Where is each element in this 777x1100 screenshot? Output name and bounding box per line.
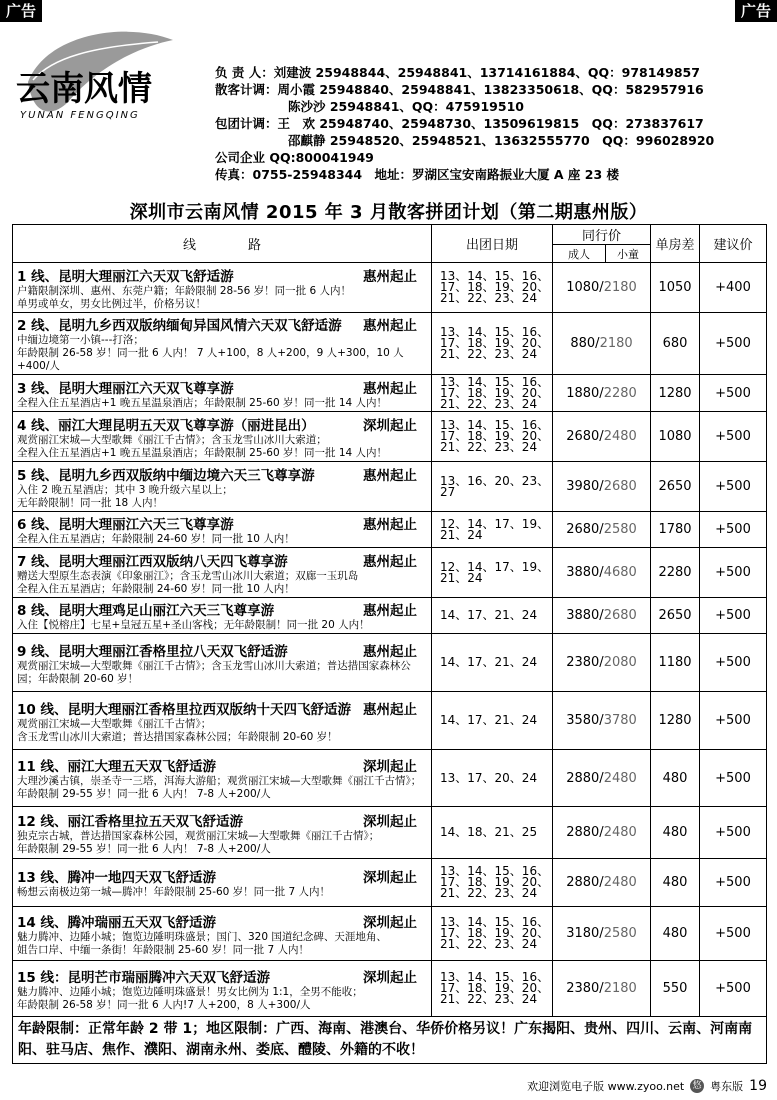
route-start-city: 惠州起止: [363, 318, 417, 334]
adult-price: 3980: [566, 479, 600, 494]
table-row: [13, 750, 767, 807]
route-cell: [13, 313, 432, 375]
route-start-city: 惠州起止: [363, 467, 417, 484]
svg-text:YUNAN FENGQING: YUNAN FENGQING: [20, 110, 140, 121]
single-room-diff: 1280: [651, 692, 700, 750]
route-description: 畅想云南极边第一城—腾冲！年龄限制 25-60 岁！同一批 7 人内！: [17, 886, 331, 898]
route-cell: [13, 750, 432, 807]
child-price: 2680: [603, 608, 637, 623]
header-date: 出团日期: [432, 225, 553, 263]
route-title: 9 线、昆明大理丽江香格里拉八天双飞舒适游: [17, 643, 288, 660]
suggested-price: +500: [700, 692, 767, 750]
peer-price: 3880/2680: [553, 598, 651, 634]
single-room-diff: 480: [651, 859, 700, 907]
departure-dates: 12、14、17、19、21、24: [432, 548, 553, 598]
peer-price: 2380/2180: [553, 961, 651, 1017]
single-room-diff: 2650: [651, 462, 700, 512]
child-price: 2480: [603, 825, 637, 840]
single-room-diff: 480: [651, 807, 700, 859]
single-room-diff: 1080: [651, 412, 700, 462]
sanke-line-1: 散客计调：周小霞 25948840、25948841、13823350618、QQ：582957916: [215, 82, 704, 97]
child-price: 2480: [603, 875, 637, 890]
route-title: 7 线、昆明大理丽江西双版纳八天四飞尊享游: [17, 553, 288, 570]
route-description: 观赏丽江宋城—大型歌舞《丽江千古情》；含玉龙雪山冰川大索道；普达措国家森林公园；年龄限制 20-60 岁！: [17, 659, 411, 685]
single-room-diff: 480: [651, 907, 700, 961]
header-single: 单房差: [651, 225, 700, 263]
route-title: 8 线、昆明大理鸡足山丽江六天三飞尊享游: [17, 603, 275, 619]
single-room-diff: 2280: [651, 548, 700, 598]
table-body: [13, 263, 767, 1017]
tuan-line-1: 包团计调：王 欢 25948740、25948730、13509619815 QQ：273837617: [215, 116, 704, 131]
manager-line: 负 责 人：刘建波 25948844、25948841、13714161884、QQ：978149857: [215, 65, 700, 80]
suggested-price: +500: [700, 807, 767, 859]
table-row: [13, 313, 767, 375]
company-qq: 公司企业 QQ:800041949: [215, 150, 374, 165]
suggested-price: +500: [700, 462, 767, 512]
single-room-diff: 1280: [651, 375, 700, 412]
route-description: 全程入住五星酒店；年龄限制 24-60 岁！同一批 10 人内！: [17, 533, 295, 545]
route-title: 14 线、腾冲瑞丽五天双飞舒适游: [17, 914, 216, 931]
route-cell: [13, 961, 432, 1017]
adult-price: 2380: [566, 655, 600, 670]
single-room-diff: 550: [651, 961, 700, 1017]
departure-dates: 14、17、21、24: [432, 692, 553, 750]
child-price: 2680: [603, 479, 637, 494]
fax-address: 传真：0755-25948344 地址：罗湖区宝安南路振业大厦 A 座 23 楼: [215, 167, 620, 182]
table-row: [13, 634, 767, 692]
route-start-city: 惠州起止: [363, 553, 417, 570]
route-cell: [13, 807, 432, 859]
route-title: 10 线、昆明大理丽江香格里拉西双版纳十天四飞舒适游: [17, 701, 351, 718]
adult-price: 2380: [566, 981, 600, 996]
departure-dates: 13、16、20、23、27: [432, 462, 553, 512]
ad-label-left: 广告: [0, 0, 42, 22]
suggested-price: +500: [700, 412, 767, 462]
contact-info: [215, 64, 714, 183]
route-description: 独克宗古城，普达措国家森林公园，观赏丽江宋城—大型歌舞《丽江千古情》； 年龄限制 29-55 岁！同一批 6 人内！ 7-8 人+200/人: [17, 829, 380, 855]
route-title: 4 线、丽江大理昆明五天双飞尊享游（丽进昆出）: [17, 417, 315, 434]
route-cell: [13, 375, 432, 412]
header-peer-price: 同行价: [553, 225, 651, 245]
suggested-price: +500: [700, 512, 767, 548]
tour-plan-table: [12, 224, 767, 1064]
sanke-line-2: 陈沙沙 25948841、QQ：475919510: [288, 99, 524, 114]
departure-dates: 13、14、15、16、17、18、19、20、21、22、23、24: [432, 412, 553, 462]
peer-price: 2680/2580: [553, 512, 651, 548]
site-link: 欢迎浏览电子版 www.zyoo.net: [527, 1080, 685, 1093]
page-number: 19: [749, 1078, 767, 1094]
table-row: [13, 692, 767, 750]
table-row: [13, 907, 767, 961]
child-price: 4680: [603, 565, 637, 580]
table-row: [13, 548, 767, 598]
peer-price: 2880/2480: [553, 807, 651, 859]
table-row: [13, 462, 767, 512]
suggested-price: +500: [700, 313, 767, 375]
adult-price: 2880: [566, 825, 600, 840]
child-price: 2580: [603, 522, 637, 537]
suggested-price: +400: [700, 263, 767, 313]
departure-dates: 13、14、15、16、17、18、19、20、21、22、23、24: [432, 375, 553, 412]
child-price: 2180: [603, 280, 637, 295]
route-start-city: 惠州起止: [363, 380, 417, 397]
adult-price: 2880: [566, 770, 600, 786]
route-description: 户籍限制深圳、惠州、东莞户籍；年龄限制 28-56 岁！同一批 6 人内！ 单男或单女，男女比例过半，价格另议！: [17, 284, 352, 310]
single-room-diff: 1180: [651, 634, 700, 692]
peer-price: 2880/2480: [553, 750, 651, 807]
adult-price: 1880: [566, 385, 600, 401]
route-description: 赠送大型原生态表演《印象丽江》；含玉龙雪山冰川大索道；双廊一玉玑岛 全程入住五星酒店；年龄限制 24-60 岁！同一批 10 人内！: [17, 569, 359, 595]
route-start-city: 深圳起止: [363, 870, 417, 886]
single-room-diff: 680: [651, 313, 700, 375]
table-row: [13, 961, 767, 1017]
route-title: 13 线、腾冲一地四天双飞舒适游: [17, 870, 216, 886]
peer-price: 2880/2480: [553, 859, 651, 907]
route-description: 全程入住五星酒店+1 晚五星温泉酒店；年龄限制 25-60 岁！同一批 14 人内！: [17, 396, 388, 409]
route-title: 11 线、丽江大理五天双飞舒适游: [17, 759, 216, 775]
header-adult: 成人: [553, 245, 606, 263]
route-cell: [13, 462, 432, 512]
brand-badge-icon: 悠: [690, 1079, 704, 1093]
single-room-diff: 2650: [651, 598, 700, 634]
route-start-city: 深圳起止: [363, 969, 417, 986]
route-description: 中缅边境第一小镇---打洛； 年龄限制 26-58 岁！同一批 6 人内！ 7 人+100，8 人+200，9 人+300，10 人+400/人: [17, 334, 404, 372]
route-description: 大理沙溪古镇，崇圣寺一三塔，洱海大游船；观赏丽江宋城—大型歌舞《丽江千古情》；年龄限制 29-55 岁！同一批 6 人内！ 7-8 人+200/人: [17, 775, 422, 800]
child-price: 2480: [603, 429, 637, 444]
route-start-city: 深圳起止: [363, 417, 417, 434]
svg-text:云南风情: 云南风情: [16, 69, 152, 109]
departure-dates: 13、14、15、16、17、18、19、20、21、22、23、24: [432, 961, 553, 1017]
route-cell: [13, 907, 432, 961]
route-title: 2 线、昆明九乡西双版纳缅甸异国风情六天双飞舒适游: [17, 318, 342, 334]
departure-dates: 13、17、20、24: [432, 750, 553, 807]
suggested-price: +500: [700, 750, 767, 807]
child-price: 3780: [603, 713, 637, 728]
route-description: 入住【悦榕庄】七星+皇冠五星+圣山客栈；无年龄限制！同一批 20 人内！: [17, 619, 370, 631]
route-cell: [13, 512, 432, 548]
child-price: 2180: [599, 336, 633, 351]
child-price: 2080: [603, 655, 637, 670]
route-start-city: 惠州起止: [363, 701, 417, 718]
route-cell: [13, 859, 432, 907]
adult-price: 2680: [566, 522, 600, 537]
adult-price: 2880: [566, 875, 600, 890]
page-title: 深圳市云南风情 2015 年 3 月散客拼团计划（第二期惠州版）: [129, 202, 648, 223]
suggested-price: +500: [700, 961, 767, 1017]
suggested-price: +500: [700, 598, 767, 634]
route-cell: [13, 634, 432, 692]
departure-dates: 13、14、15、16、17、18、19、20、21、22、23、24: [432, 313, 553, 375]
suggested-price: +500: [700, 907, 767, 961]
route-cell: [13, 548, 432, 598]
route-start-city: 惠州起止: [363, 268, 417, 285]
edition-label: 粤东版: [710, 1080, 744, 1093]
route-cell: [13, 598, 432, 634]
route-description: 观赏丽江宋城—大型歌舞《丽江千古情》；含玉龙雪山冰川大索道； 全程入住五星酒店+1 晚五星温泉酒店；年龄限制 25-60 岁！同一批 14 人内！: [17, 433, 388, 459]
route-description: 魅力腾冲、边陲小城；饱览边陲明珠盛景！男女比例为 1:1，全男不能收； 年龄限制 26-58 岁！同一批 6 人内!7 人+200，8 人+300/人: [17, 985, 363, 1011]
company-logo: [8, 22, 203, 132]
route-title: 5 线、昆明九乡西双版纳中缅边境六天三飞尊享游: [17, 467, 315, 484]
peer-price: 2680/2480: [553, 412, 651, 462]
child-price: 2180: [603, 981, 637, 996]
peer-price: 1080/2180: [553, 263, 651, 313]
route-cell: [13, 692, 432, 750]
child-price: 2480: [603, 770, 637, 786]
table-row: [13, 412, 767, 462]
restriction-note: 年龄限制：正常年龄 2 带 1；地区限制：广西、海南、港澳台、华侨价格另议！广东揭阳、贵州、四川、云南、河南南阳、驻马店、焦作、濮阳、湖南永州、娄底、醴陵、外籍的不收！: [13, 1017, 767, 1064]
child-price: 2580: [603, 926, 637, 941]
departure-dates: 13、14、15、16、17、18、19、20、21、22、23、24: [432, 859, 553, 907]
route-start-city: 惠州起止: [363, 643, 417, 660]
departure-dates: 14、18、21、25: [432, 807, 553, 859]
departure-dates: 14、17、21、24: [432, 634, 553, 692]
table-row: [13, 859, 767, 907]
suggested-price: +500: [700, 859, 767, 907]
single-room-diff: 1050: [651, 263, 700, 313]
suggested-price: +500: [700, 548, 767, 598]
route-description: 入住 2 晚五星酒店；其中 3 晚升级六星以上； 无年龄限制！同一批 18 人内！: [17, 483, 233, 509]
table-row: [13, 512, 767, 548]
route-cell: [13, 412, 432, 462]
peer-price: 2380/2080: [553, 634, 651, 692]
route-cell: [13, 263, 432, 313]
route-start-city: 惠州起止: [363, 517, 417, 533]
suggested-price: +500: [700, 375, 767, 412]
departure-dates: 13、14、15、16、17、18、19、20、21、22、23、24: [432, 907, 553, 961]
route-start-city: 深圳起止: [363, 759, 417, 775]
ad-label-right: 广告: [735, 0, 777, 22]
adult-price: 880: [570, 336, 596, 351]
departure-dates: 13、14、15、16、17、18、19、20、21、22、23、24: [432, 263, 553, 313]
route-title: 1 线、昆明大理丽江六天双飞舒适游: [17, 268, 234, 285]
table-row: [13, 263, 767, 313]
adult-price: 3880: [566, 565, 600, 580]
table-row: [13, 807, 767, 859]
child-price: 2280: [603, 385, 637, 401]
tuan-line-2: 邵麒静 25948520、25948521、13632555770 QQ：996028920: [288, 133, 715, 148]
adult-price: 3580: [566, 713, 600, 728]
route-title: 15 线：昆明芒市瑞丽腾冲六天双飞舒适游: [17, 969, 270, 986]
header-suggest: 建议价: [700, 225, 767, 263]
logo-leaf-icon: [8, 22, 203, 132]
route-start-city: 深圳起止: [363, 813, 417, 830]
page-footer: [527, 1078, 767, 1094]
adult-price: 1080: [566, 280, 600, 295]
header-child: 小童: [606, 245, 651, 263]
adult-price: 2680: [566, 429, 600, 444]
adult-price: 3880: [566, 608, 600, 623]
table-row: [13, 375, 767, 412]
peer-price: 3880/4680: [553, 548, 651, 598]
single-room-diff: 480: [651, 750, 700, 807]
single-room-diff: 1780: [651, 512, 700, 548]
route-title: 6 线、昆明大理丽江六天三飞尊享游: [17, 517, 234, 533]
suggested-price: +500: [700, 634, 767, 692]
peer-price: 3980/2680: [553, 462, 651, 512]
departure-dates: 14、17、21、24: [432, 598, 553, 634]
route-title: 12 线、丽江香格里拉五天双飞舒适游: [17, 813, 243, 830]
departure-dates: 12、14、17、19、21、24: [432, 512, 553, 548]
route-description: 观赏丽江宋城—大型歌舞《丽江千古情》； 含玉龙雪山冰川大索道；普达措国家森林公园；年龄限制 20-60 岁！: [17, 717, 338, 743]
header-route: 线 路: [13, 225, 432, 263]
peer-price: 1880/2280: [553, 375, 651, 412]
table-row: [13, 598, 767, 634]
route-start-city: 深圳起止: [363, 914, 417, 931]
peer-price: 3180/2580: [553, 907, 651, 961]
peer-price: 3580/3780: [553, 692, 651, 750]
route-start-city: 惠州起止: [363, 603, 417, 619]
route-title: 3 线、昆明大理丽江六天双飞尊享游: [17, 380, 234, 397]
peer-price: 880/2180: [553, 313, 651, 375]
adult-price: 3180: [566, 926, 600, 941]
route-description: 魅力腾冲、边陲小城；饱览边陲明珠盛景；国门、320 国道纪念碑、天涯地角、 姐告口岸、中缅一条街！年龄限制 25-60 岁！同一批 7 人内！: [17, 930, 387, 956]
